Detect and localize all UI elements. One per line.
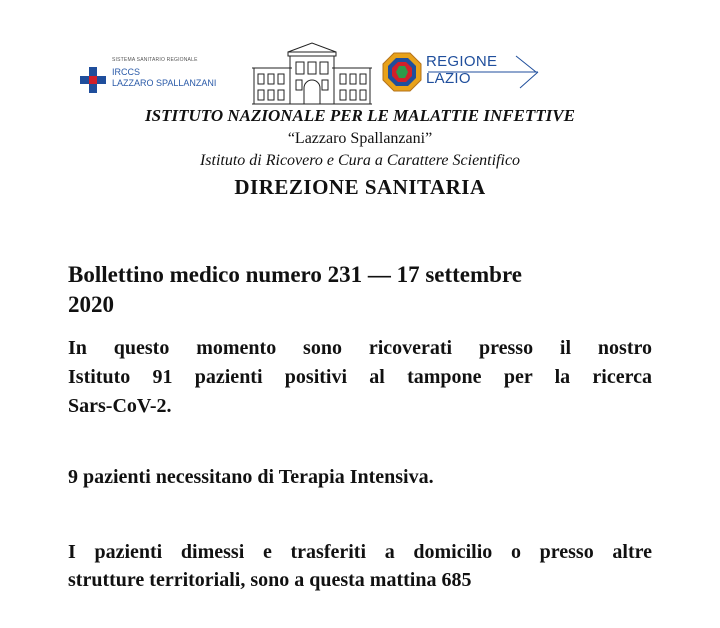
- irccs-logo: [80, 55, 240, 95]
- institute-subtitle: Istituto di Ricovero e Cura a Carattere Scientifico: [199, 152, 521, 169]
- spallanzani-label: LAZZARO SPALLANZANI: [112, 78, 217, 88]
- lazio-label: LAZIO: [426, 70, 471, 87]
- logo-bar: [0, 40, 720, 108]
- intensive-care-paragraph: 9 pazienti necessitano di Terapia Intensiva.: [68, 466, 434, 488]
- bulletin-title-line2: 2020: [68, 292, 114, 317]
- lazio-seal-icon: [382, 52, 422, 92]
- para1-line3: Sars-CoV-2.: [68, 395, 172, 417]
- regione-lazio-logo: [380, 48, 540, 98]
- bulletin-title-line1: Bollettino medico numero 231 — 17 settembre: [68, 262, 522, 287]
- institute-title: ISTITUTO NAZIONALE PER LE MALATTIE INFETTIVE: [145, 106, 575, 125]
- irccs-label: IRCCS: [112, 67, 141, 77]
- irccs-tiny-text: SISTEMA SANITARIO REGIONALE: [112, 57, 198, 63]
- building-drawing-icon: [252, 40, 372, 106]
- direction-heading: DIREZIONE SANITARIA: [234, 175, 486, 199]
- regione-label: REGIONE: [426, 53, 498, 70]
- para1-line1: In questo momento sono ricoverati presso il nostro: [68, 337, 652, 359]
- institute-name: “Lazzaro Spallanzani”: [287, 130, 433, 147]
- medical-cross-icon: [80, 67, 106, 93]
- para3-line2: strutture territoriali, sono a questa mattina 685: [68, 569, 472, 591]
- para1-line2: Istituto 91 pazienti positivi al tampone per la ricerca: [68, 366, 652, 388]
- para3-line1: I pazienti dimessi e trasferiti a domicilio o presso altre: [68, 541, 652, 563]
